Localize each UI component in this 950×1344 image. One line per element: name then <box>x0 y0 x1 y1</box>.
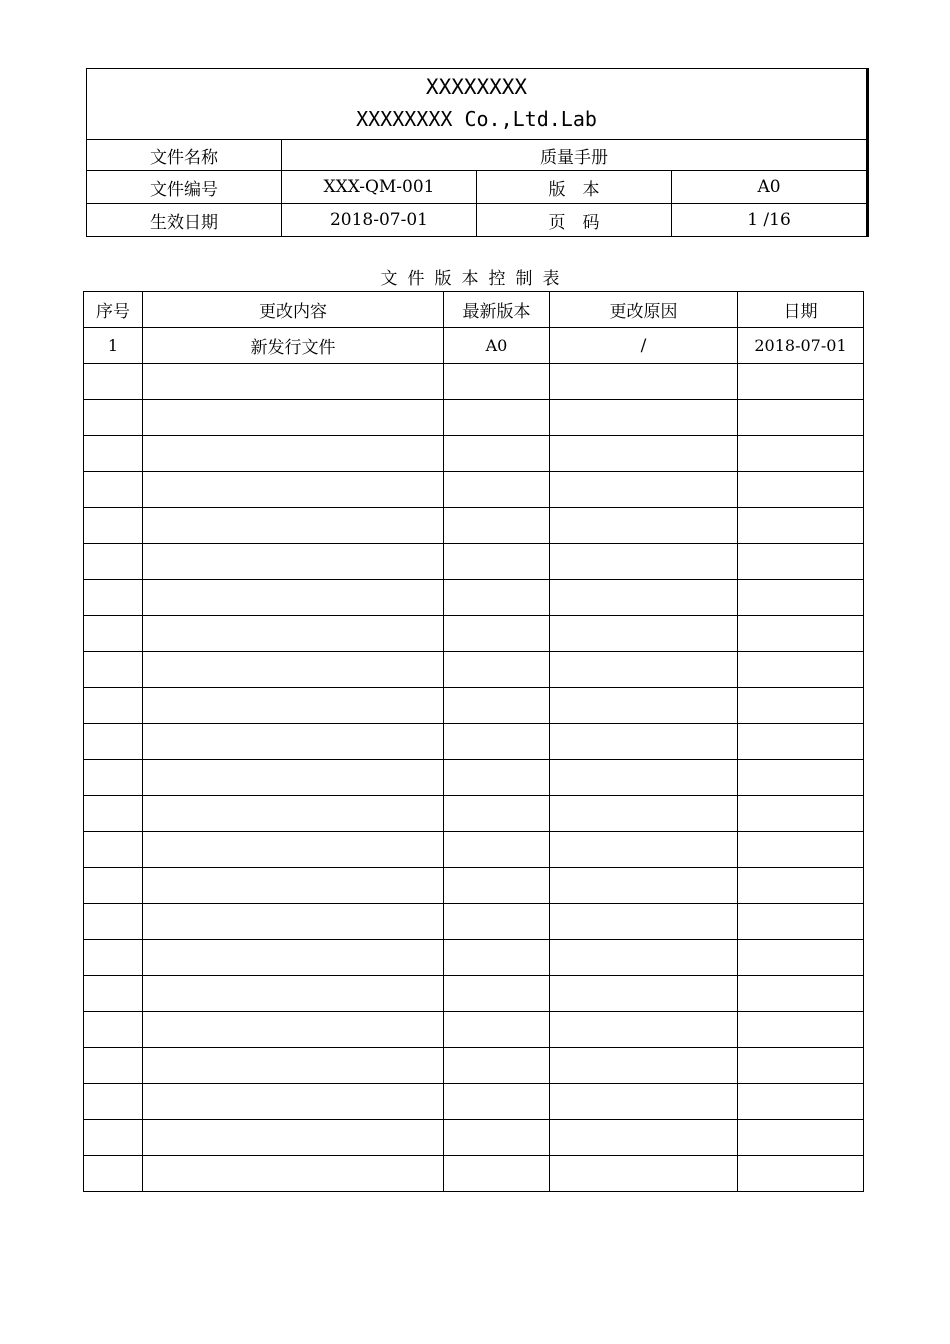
cell-change-content <box>143 1012 444 1048</box>
table-row <box>84 688 864 724</box>
table-row <box>84 904 864 940</box>
doc-name-label: 文件名称 <box>87 140 282 171</box>
cell-change-reason <box>550 400 738 436</box>
cell-change-content: 新发行文件 <box>143 328 444 364</box>
cell-seq <box>84 616 143 652</box>
cell-change-content <box>143 400 444 436</box>
cell-date <box>738 400 864 436</box>
cell-change-content <box>143 616 444 652</box>
cell-change-reason <box>550 976 738 1012</box>
table-row <box>84 868 864 904</box>
page-value: 1 /16 <box>672 204 868 237</box>
cell-latest-version: A0 <box>444 328 550 364</box>
cell-date <box>738 904 864 940</box>
table-row <box>84 436 864 472</box>
cell-change-content <box>143 1084 444 1120</box>
company-lab-name: XXXXXXXX Co.,Ltd.Lab <box>356 107 597 131</box>
cell-date <box>738 688 864 724</box>
doc-no-value: XXX-QM-001 <box>282 171 477 204</box>
table-row <box>84 1120 864 1156</box>
cell-latest-version <box>444 976 550 1012</box>
cell-seq <box>84 868 143 904</box>
table-row <box>84 616 864 652</box>
cell-latest-version <box>444 436 550 472</box>
table-row <box>84 832 864 868</box>
table-row <box>84 580 864 616</box>
cell-change-reason <box>550 436 738 472</box>
cell-seq <box>84 1012 143 1048</box>
cell-latest-version <box>444 796 550 832</box>
cell-seq <box>84 1120 143 1156</box>
cell-change-reason <box>550 868 738 904</box>
table-row <box>84 1012 864 1048</box>
table-row <box>84 940 864 976</box>
cell-change-reason <box>550 940 738 976</box>
table-row <box>84 724 864 760</box>
table-row <box>84 508 864 544</box>
cell-change-reason <box>550 904 738 940</box>
cell-change-reason <box>550 796 738 832</box>
cell-seq <box>84 508 143 544</box>
cell-change-content <box>143 544 444 580</box>
version-value: A0 <box>672 171 868 204</box>
cell-seq <box>84 472 143 508</box>
page-label: 页 码 <box>477 204 672 237</box>
cell-latest-version <box>444 580 550 616</box>
table-row <box>84 472 864 508</box>
cell-change-content <box>143 1048 444 1084</box>
cell-latest-version <box>444 724 550 760</box>
cell-date <box>738 1012 864 1048</box>
cell-change-content <box>143 688 444 724</box>
cell-date <box>738 976 864 1012</box>
cell-change-content <box>143 976 444 1012</box>
company-title-cell <box>87 69 868 140</box>
cell-seq <box>84 1156 143 1192</box>
column-header-change-content: 更改内容 <box>143 292 444 328</box>
column-header-seq: 序号 <box>84 292 143 328</box>
cell-latest-version <box>444 616 550 652</box>
cell-date <box>738 1084 864 1120</box>
table-row <box>84 796 864 832</box>
doc-name-value: 质量手册 <box>282 140 868 171</box>
cell-date <box>738 364 864 400</box>
cell-latest-version <box>444 652 550 688</box>
version-table-header-row <box>84 292 864 328</box>
cell-seq <box>84 544 143 580</box>
cell-seq <box>84 1084 143 1120</box>
cell-date <box>738 832 864 868</box>
table-row <box>84 328 864 364</box>
cell-date <box>738 436 864 472</box>
cell-change-content <box>143 472 444 508</box>
cell-latest-version <box>444 1120 550 1156</box>
table-row <box>84 544 864 580</box>
cell-seq <box>84 940 143 976</box>
cell-date <box>738 868 864 904</box>
cell-latest-version <box>444 544 550 580</box>
version-control-table <box>83 291 864 1192</box>
table-row <box>84 652 864 688</box>
cell-date <box>738 796 864 832</box>
doc-no-label: 文件编号 <box>87 171 282 204</box>
cell-change-content <box>143 1156 444 1192</box>
cell-change-content <box>143 580 444 616</box>
cell-change-reason <box>550 364 738 400</box>
cell-latest-version <box>444 904 550 940</box>
cell-change-reason <box>550 1048 738 1084</box>
document-header <box>86 68 869 237</box>
cell-latest-version <box>444 832 550 868</box>
cell-latest-version <box>444 472 550 508</box>
cell-latest-version <box>444 1084 550 1120</box>
cell-change-reason <box>550 616 738 652</box>
cell-change-reason <box>550 472 738 508</box>
cell-change-content <box>143 724 444 760</box>
column-header-change-reason: 更改原因 <box>550 292 738 328</box>
cell-seq <box>84 400 143 436</box>
table-row <box>84 364 864 400</box>
version-table-caption: 文件版本控制表 <box>380 269 570 289</box>
cell-date <box>738 760 864 796</box>
cell-change-content <box>143 904 444 940</box>
effective-date-value: 2018-07-01 <box>282 204 477 237</box>
cell-date <box>738 580 864 616</box>
cell-seq: 1 <box>84 328 143 364</box>
cell-change-content <box>143 940 444 976</box>
cell-date <box>738 1048 864 1084</box>
cell-change-content <box>143 436 444 472</box>
cell-date <box>738 544 864 580</box>
cell-seq <box>84 436 143 472</box>
table-row <box>84 1156 864 1192</box>
effective-date-label: 生效日期 <box>87 204 282 237</box>
cell-change-reason <box>550 1012 738 1048</box>
company-name: XXXXXXXX <box>425 75 528 99</box>
cell-seq <box>84 832 143 868</box>
cell-latest-version <box>444 940 550 976</box>
cell-change-content <box>143 1120 444 1156</box>
cell-change-content <box>143 868 444 904</box>
cell-change-reason: / <box>550 328 738 364</box>
cell-latest-version <box>444 1156 550 1192</box>
cell-change-reason <box>550 508 738 544</box>
cell-change-reason <box>550 1120 738 1156</box>
cell-change-reason <box>550 724 738 760</box>
table-row <box>84 400 864 436</box>
cell-date <box>738 1120 864 1156</box>
cell-change-reason <box>550 760 738 796</box>
cell-date <box>738 724 864 760</box>
cell-latest-version <box>444 688 550 724</box>
column-header-date: 日期 <box>738 292 864 328</box>
cell-latest-version <box>444 364 550 400</box>
cell-change-reason <box>550 688 738 724</box>
cell-change-content <box>143 364 444 400</box>
cell-change-content <box>143 832 444 868</box>
table-row <box>84 760 864 796</box>
cell-date <box>738 1156 864 1192</box>
cell-latest-version <box>444 868 550 904</box>
cell-date <box>738 472 864 508</box>
cell-date <box>738 508 864 544</box>
cell-change-reason <box>550 1156 738 1192</box>
cell-seq <box>84 688 143 724</box>
cell-seq <box>84 724 143 760</box>
cell-change-content <box>143 652 444 688</box>
cell-seq <box>84 1048 143 1084</box>
cell-date <box>738 940 864 976</box>
column-header-latest-version: 最新版本 <box>444 292 550 328</box>
cell-latest-version <box>444 760 550 796</box>
cell-latest-version <box>444 508 550 544</box>
cell-seq <box>84 760 143 796</box>
cell-date: 2018-07-01 <box>738 328 864 364</box>
cell-seq <box>84 652 143 688</box>
cell-date <box>738 616 864 652</box>
version-label: 版 本 <box>477 171 672 204</box>
cell-seq <box>84 364 143 400</box>
cell-change-content <box>143 796 444 832</box>
cell-latest-version <box>444 1012 550 1048</box>
cell-latest-version <box>444 400 550 436</box>
cell-seq <box>84 580 143 616</box>
table-row <box>84 1048 864 1084</box>
cell-seq <box>84 976 143 1012</box>
cell-change-reason <box>550 544 738 580</box>
cell-latest-version <box>444 1048 550 1084</box>
cell-change-reason <box>550 580 738 616</box>
cell-change-content <box>143 508 444 544</box>
cell-change-content <box>143 760 444 796</box>
cell-seq <box>84 904 143 940</box>
table-row <box>84 1084 864 1120</box>
cell-change-reason <box>550 1084 738 1120</box>
cell-date <box>738 652 864 688</box>
table-row <box>84 976 864 1012</box>
cell-seq <box>84 796 143 832</box>
cell-change-reason <box>550 652 738 688</box>
cell-change-reason <box>550 832 738 868</box>
